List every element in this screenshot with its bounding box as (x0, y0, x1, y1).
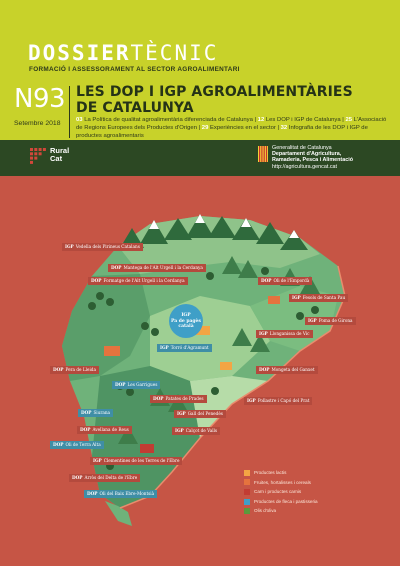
legend-item (244, 468, 318, 478)
label-siurana (78, 409, 113, 417)
legend-swatch (244, 489, 250, 495)
toc-num-3: 29 (201, 125, 209, 132)
label-tag: DOP (72, 475, 83, 480)
ruralcat-line-2: Cat (50, 154, 63, 163)
divider (69, 86, 70, 138)
label-tag: DOP (87, 491, 98, 496)
label-gall-penedes (174, 410, 226, 418)
brand-bold: DOSSIER (28, 41, 131, 65)
label-tag: IGP (175, 428, 184, 433)
label-oli-baix-ebre (84, 490, 157, 498)
label-pera-lleida (50, 366, 99, 374)
label-patates-prades (150, 395, 207, 403)
legend-swatch (244, 479, 250, 485)
label-tag: DOP (91, 278, 102, 283)
generalitat-logo-icon (258, 146, 268, 162)
label-pollastre-prat (244, 397, 312, 405)
toc-text-4[interactable]: Infografia de les DOP i IGP de productes agroalimentaris (76, 125, 368, 140)
label-name: Les Garrigues (127, 382, 158, 387)
label-oli-emporda (258, 277, 312, 285)
brand-title (28, 41, 218, 65)
legend-item (244, 487, 318, 497)
label-tag: IGP (65, 244, 74, 249)
label-name: Clementines de les Terres de l'Ebre (103, 458, 180, 463)
legend-swatch (244, 499, 250, 505)
label-torro-agramunt (157, 344, 212, 352)
label-name: Mongeta del Ganxet (271, 367, 315, 372)
label-name: Avellana de Reus (92, 427, 129, 432)
title-line-1: LES DOP I IGP AGROALIMENTÀRIES (76, 84, 353, 100)
brand-light: TÈCNIC (130, 41, 219, 65)
label-poma-girona (305, 317, 356, 325)
ruralcat-logo-icon (30, 148, 46, 164)
label-les-garrigues (112, 381, 160, 389)
toc-num-0: 03 (76, 117, 83, 123)
label-fesols (289, 294, 348, 302)
legend-swatch (244, 470, 250, 476)
toc-text-3[interactable]: Experiències en el sector (210, 125, 276, 132)
page-title (76, 84, 353, 116)
label-tag: DOP (153, 396, 164, 401)
label-mongeta-ganxet (256, 366, 318, 374)
gen-line-2: Departament d'Agricultura, (272, 151, 342, 158)
label-name: Llonganissa de Vic (269, 331, 310, 336)
label-name: Pera de Lleida (65, 367, 96, 372)
label-vedella-pirineus (62, 243, 143, 251)
legend-label: Carn i productes carnis (254, 489, 302, 495)
label-name: Mantega de l'Alt Urgell i la Cerdanya (123, 265, 203, 270)
label-calcot-valls (172, 427, 220, 435)
label-name: Poma de Girona (318, 318, 353, 323)
gen-line-1: Generalitat de Catalunya (272, 145, 332, 151)
gen-line-3: Ramaderia, Pesca i Alimentació (272, 157, 353, 164)
badge-line-2: Pa de pagès (171, 318, 201, 324)
legend-item (244, 478, 318, 488)
label-tag: IGP (292, 295, 301, 300)
label-name: Vedella dels Pirineus Catalans (75, 244, 140, 249)
legend-label: Productes lactis (254, 470, 287, 475)
badge-line-1: IGP (181, 313, 191, 318)
label-name: Formatge de l'Alt Urgell i la Cerdanya (103, 278, 185, 283)
issue-number: N93 (14, 84, 66, 114)
label-avellana-reus (77, 426, 132, 434)
title-line-2: DE CATALUNYA (76, 100, 194, 116)
label-name: Arròs del Delta de l'Ebre (84, 475, 138, 480)
label-tag: IGP (308, 318, 317, 323)
igp-pa-de-pages-badge (169, 304, 203, 338)
label-tag: IGP (93, 458, 102, 463)
label-tag: DOP (259, 367, 270, 372)
legend-item (244, 506, 318, 516)
label-tag: DOP (115, 382, 126, 387)
label-tag: IGP (177, 411, 186, 416)
badge-line-3: català (178, 324, 194, 329)
legend-label: Fruites, hortalisses i cereals (254, 479, 311, 485)
label-tag: IGP (160, 345, 169, 350)
legend-item (244, 497, 318, 507)
label-name: Patates de Prades (165, 396, 204, 401)
toc-text-2[interactable]: L'Associació de Regions Europees dels Productes d'Origen (76, 117, 387, 132)
subtitle: FORMACIÓ I ASSESSORAMENT AL SECTOR AGROALIMENTARI (29, 66, 240, 73)
label-tag: DOP (80, 427, 91, 432)
label-name: Gall del Penedès (187, 411, 223, 416)
label-name: Oli de Terra Alta (65, 442, 101, 447)
label-llonganissa (256, 330, 313, 338)
label-clementines (90, 457, 182, 465)
label-name: Calçot de Valls (185, 428, 218, 433)
label-tag: DOP (53, 442, 64, 447)
toc-text-0[interactable]: La Política de qualitat agroalimentària diferenciada de Catalunya (84, 117, 253, 123)
ruralcat-wordmark (50, 147, 69, 163)
label-tag: DOP (53, 367, 64, 372)
toc-num-4: 32 (280, 125, 288, 132)
label-tag: DOP (261, 278, 272, 283)
label-formatge (88, 277, 188, 285)
label-name: Oli del Baix Ebre-Montsià (99, 491, 155, 496)
label-name: Oli de l'Empordà (273, 278, 310, 283)
label-name: Torró d'Agramunt (170, 345, 209, 350)
gen-url[interactable]: http://agricultura.gencat.cat (272, 163, 338, 170)
label-tag: IGP (259, 331, 268, 336)
label-oli-terra-alta (50, 441, 104, 449)
label-name: Siurana (93, 410, 111, 415)
ruralcat-line-1: Rural (50, 146, 70, 155)
toc-text-1[interactable]: Les DOP i IGP de Catalunya (265, 117, 341, 123)
label-tag: DOP (81, 410, 92, 415)
label-name: Fesols de Santa Pau (302, 295, 346, 300)
generalitat-text (272, 145, 353, 170)
label-tag: DOP (111, 265, 122, 270)
map-legend (244, 468, 318, 516)
legend-label: Olis d'oliva (254, 508, 277, 514)
legend-label: Productes de fleca i pastisseria (254, 498, 318, 504)
label-mantega (108, 264, 206, 272)
issue-date: Setembre 2018 (14, 120, 61, 127)
label-tag: IGP (247, 398, 256, 403)
toc-num-2: 25 (345, 117, 353, 123)
label-arros-delta (69, 474, 140, 482)
toc-num-1: 12 (257, 117, 265, 123)
label-name: Pollastre i Capó del Prat (257, 398, 310, 403)
legend-swatch (244, 508, 250, 514)
table-of-contents: 03 La Política de qualitat agroalimentària diferenciada de Catalunya | 12 Les DOP i IGP de Catalunya | 25 L'Associació de Regions Europees dels Productes d'Origen | 29 Experiències en el sector | 32 Infografia de les DOP i IGP de productes agroalimentaris (76, 117, 387, 140)
